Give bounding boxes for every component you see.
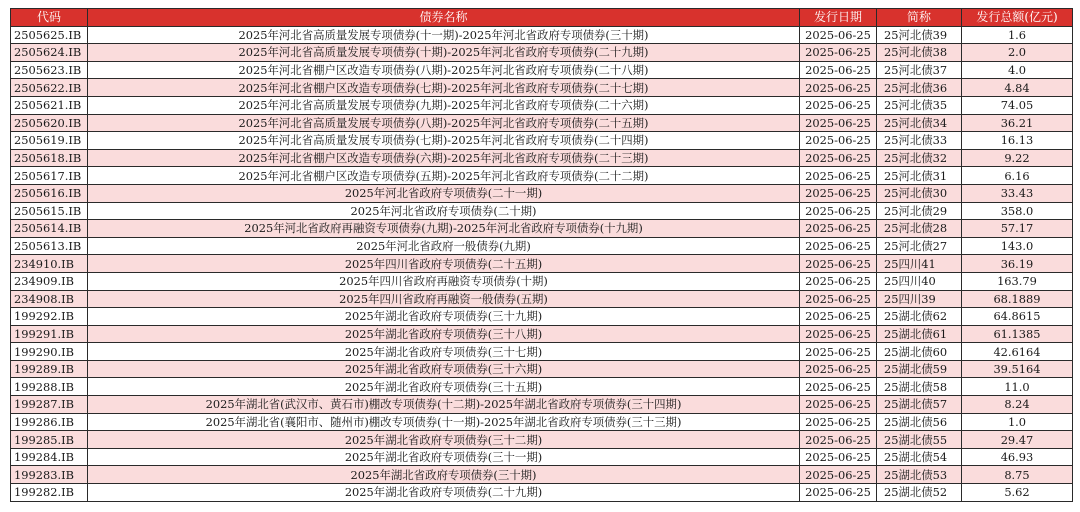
table-row xyxy=(11,325,1073,343)
issue-date-cell: 2025-06-25 xyxy=(800,413,877,431)
abbreviation-cell: 25河北债38 xyxy=(877,44,962,62)
table-row xyxy=(11,61,1073,79)
bond-code-cell: 2505620.IB xyxy=(11,114,88,132)
bond-code-cell: 199285.IB xyxy=(11,431,88,449)
bond-name-cell: 2025年湖北省政府专项债券(三十二期) xyxy=(88,431,800,449)
abbreviation-cell: 25河北债36 xyxy=(877,79,962,97)
table-row xyxy=(11,79,1073,97)
abbreviation-cell: 25湖北债55 xyxy=(877,431,962,449)
bond-name-cell: 2025年河北省棚户区改造专项债券(六期)-2025年河北省政府专项债券(二十三期) xyxy=(88,149,800,167)
abbreviation-cell: 25湖北债62 xyxy=(877,308,962,326)
abbreviation-cell: 25四川40 xyxy=(877,272,962,290)
bond-code-cell: 199282.IB xyxy=(11,484,88,502)
total-amount-cell: 4.0 xyxy=(962,61,1073,79)
bond-name-cell: 2025年湖北省政府专项债券(三十九期) xyxy=(88,308,800,326)
bond-name-cell: 2025年河北省棚户区改造专项债券(七期)-2025年河北省政府专项债券(二十七期) xyxy=(88,79,800,97)
bond-code-cell: 199284.IB xyxy=(11,448,88,466)
total-amount-cell: 5.62 xyxy=(962,484,1073,502)
table-row xyxy=(11,378,1073,396)
bond-code-cell: 199291.IB xyxy=(11,325,88,343)
issue-date-cell: 2025-06-25 xyxy=(800,44,877,62)
header-code: 代码 xyxy=(11,9,88,27)
bond-name-cell: 2025年四川省政府再融资一般债券(五期) xyxy=(88,290,800,308)
issue-date-cell: 2025-06-25 xyxy=(800,343,877,361)
issue-date-cell: 2025-06-25 xyxy=(800,255,877,273)
abbreviation-cell: 25四川39 xyxy=(877,290,962,308)
bond-code-cell: 234908.IB xyxy=(11,290,88,308)
bond-name-cell: 2025年湖北省政府专项债券(三十八期) xyxy=(88,325,800,343)
bond-name-cell: 2025年湖北省政府专项债券(三十六期) xyxy=(88,360,800,378)
header-total-amount: 发行总额(亿元) xyxy=(962,9,1073,27)
bond-name-cell: 2025年河北省政府专项债券(二十一期) xyxy=(88,184,800,202)
table-row xyxy=(11,167,1073,185)
total-amount-cell: 29.47 xyxy=(962,431,1073,449)
bond-issuance-table xyxy=(10,8,1073,502)
issue-date-cell: 2025-06-25 xyxy=(800,360,877,378)
bond-code-cell: 234910.IB xyxy=(11,255,88,273)
table-row xyxy=(11,255,1073,273)
table-row xyxy=(11,431,1073,449)
abbreviation-cell: 25湖北债59 xyxy=(877,360,962,378)
issue-date-cell: 2025-06-25 xyxy=(800,202,877,220)
table-row xyxy=(11,26,1073,44)
bond-code-cell: 199289.IB xyxy=(11,360,88,378)
abbreviation-cell: 25湖北债58 xyxy=(877,378,962,396)
bond-name-cell: 2025年四川省政府再融资专项债券(十期) xyxy=(88,272,800,290)
table-row xyxy=(11,44,1073,62)
issue-date-cell: 2025-06-25 xyxy=(800,132,877,150)
table-row xyxy=(11,220,1073,238)
total-amount-cell: 1.6 xyxy=(962,26,1073,44)
total-amount-cell: 11.0 xyxy=(962,378,1073,396)
issue-date-cell: 2025-06-25 xyxy=(800,431,877,449)
bond-name-cell: 2025年湖北省政府专项债券(二十九期) xyxy=(88,484,800,502)
abbreviation-cell: 25河北债34 xyxy=(877,114,962,132)
table-row xyxy=(11,149,1073,167)
header-bond-name: 债券名称 xyxy=(88,9,800,27)
bond-code-cell: 2505616.IB xyxy=(11,184,88,202)
table-row xyxy=(11,360,1073,378)
issue-date-cell: 2025-06-25 xyxy=(800,184,877,202)
bond-code-cell: 199286.IB xyxy=(11,413,88,431)
bond-name-cell: 2025年河北省高质量发展专项债券(九期)-2025年河北省政府专项债券(二十六期) xyxy=(88,96,800,114)
abbreviation-cell: 25湖北债56 xyxy=(877,413,962,431)
table-row xyxy=(11,290,1073,308)
table-header-row xyxy=(11,9,1073,27)
table-row xyxy=(11,237,1073,255)
total-amount-cell: 358.0 xyxy=(962,202,1073,220)
issue-date-cell: 2025-06-25 xyxy=(800,308,877,326)
total-amount-cell: 36.19 xyxy=(962,255,1073,273)
bond-name-cell: 2025年河北省高质量发展专项债券(十期)-2025年河北省政府专项债券(二十九期) xyxy=(88,44,800,62)
total-amount-cell: 64.8615 xyxy=(962,308,1073,326)
table-row xyxy=(11,396,1073,414)
issue-date-cell: 2025-06-25 xyxy=(800,325,877,343)
issue-date-cell: 2025-06-25 xyxy=(800,79,877,97)
abbreviation-cell: 25河北债35 xyxy=(877,96,962,114)
issue-date-cell: 2025-06-25 xyxy=(800,61,877,79)
table-row xyxy=(11,114,1073,132)
abbreviation-cell: 25四川41 xyxy=(877,255,962,273)
abbreviation-cell: 25湖北债61 xyxy=(877,325,962,343)
total-amount-cell: 74.05 xyxy=(962,96,1073,114)
abbreviation-cell: 25河北债37 xyxy=(877,61,962,79)
issue-date-cell: 2025-06-25 xyxy=(800,378,877,396)
bond-code-cell: 199283.IB xyxy=(11,466,88,484)
abbreviation-cell: 25河北债32 xyxy=(877,149,962,167)
table-row xyxy=(11,308,1073,326)
abbreviation-cell: 25湖北债54 xyxy=(877,448,962,466)
bond-code-cell: 2505623.IB xyxy=(11,61,88,79)
header-issue-date: 发行日期 xyxy=(800,9,877,27)
bond-name-cell: 2025年河北省政府一般债券(九期) xyxy=(88,237,800,255)
bond-name-cell: 2025年河北省政府再融资专项债券(九期)-2025年河北省政府专项债券(十九期) xyxy=(88,220,800,238)
bond-code-cell: 2505624.IB xyxy=(11,44,88,62)
total-amount-cell: 39.5164 xyxy=(962,360,1073,378)
issue-date-cell: 2025-06-25 xyxy=(800,466,877,484)
abbreviation-cell: 25河北债39 xyxy=(877,26,962,44)
issue-date-cell: 2025-06-25 xyxy=(800,149,877,167)
bond-name-cell: 2025年湖北省(武汉市、黄石市)棚改专项债券(十二期)-2025年湖北省政府专项债券(三十四期) xyxy=(88,396,800,414)
abbreviation-cell: 25河北债27 xyxy=(877,237,962,255)
total-amount-cell: 4.84 xyxy=(962,79,1073,97)
table-body xyxy=(11,26,1073,501)
table-row xyxy=(11,272,1073,290)
bond-code-cell: 199288.IB xyxy=(11,378,88,396)
bond-name-cell: 2025年湖北省政府专项债券(三十期) xyxy=(88,466,800,484)
abbreviation-cell: 25湖北债52 xyxy=(877,484,962,502)
issue-date-cell: 2025-06-25 xyxy=(800,396,877,414)
bond-code-cell: 2505619.IB xyxy=(11,132,88,150)
table-row xyxy=(11,466,1073,484)
bond-code-cell: 2505618.IB xyxy=(11,149,88,167)
bond-name-cell: 2025年河北省棚户区改造专项债券(八期)-2025年河北省政府专项债券(二十八期) xyxy=(88,61,800,79)
total-amount-cell: 33.43 xyxy=(962,184,1073,202)
abbreviation-cell: 25河北债33 xyxy=(877,132,962,150)
table-row xyxy=(11,413,1073,431)
issue-date-cell: 2025-06-25 xyxy=(800,26,877,44)
bond-name-cell: 2025年河北省政府专项债券(二十期) xyxy=(88,202,800,220)
issue-date-cell: 2025-06-25 xyxy=(800,167,877,185)
table-row xyxy=(11,484,1073,502)
bond-name-cell: 2025年湖北省政府专项债券(三十五期) xyxy=(88,378,800,396)
bond-code-cell: 2505615.IB xyxy=(11,202,88,220)
total-amount-cell: 16.13 xyxy=(962,132,1073,150)
bond-code-cell: 2505625.IB xyxy=(11,26,88,44)
table-row xyxy=(11,132,1073,150)
total-amount-cell: 68.1889 xyxy=(962,290,1073,308)
abbreviation-cell: 25河北债31 xyxy=(877,167,962,185)
bond-code-cell: 2505621.IB xyxy=(11,96,88,114)
bond-code-cell: 199290.IB xyxy=(11,343,88,361)
total-amount-cell: 42.6164 xyxy=(962,343,1073,361)
issue-date-cell: 2025-06-25 xyxy=(800,272,877,290)
abbreviation-cell: 25湖北债60 xyxy=(877,343,962,361)
bond-code-cell: 199287.IB xyxy=(11,396,88,414)
issue-date-cell: 2025-06-25 xyxy=(800,220,877,238)
bond-code-cell: 2505617.IB xyxy=(11,167,88,185)
issue-date-cell: 2025-06-25 xyxy=(800,96,877,114)
bond-code-cell: 2505614.IB xyxy=(11,220,88,238)
issue-date-cell: 2025-06-25 xyxy=(800,448,877,466)
issue-date-cell: 2025-06-25 xyxy=(800,290,877,308)
table-row xyxy=(11,96,1073,114)
total-amount-cell: 1.0 xyxy=(962,413,1073,431)
total-amount-cell: 8.75 xyxy=(962,466,1073,484)
bond-name-cell: 2025年河北省高质量发展专项债券(七期)-2025年河北省政府专项债券(二十四期) xyxy=(88,132,800,150)
issue-date-cell: 2025-06-25 xyxy=(800,114,877,132)
total-amount-cell: 9.22 xyxy=(962,149,1073,167)
bond-name-cell: 2025年河北省高质量发展专项债券(八期)-2025年河北省政府专项债券(二十五期) xyxy=(88,114,800,132)
bond-name-cell: 2025年河北省高质量发展专项债券(十一期)-2025年河北省政府专项债券(三十期) xyxy=(88,26,800,44)
abbreviation-cell: 25河北债29 xyxy=(877,202,962,220)
bond-code-cell: 2505622.IB xyxy=(11,79,88,97)
issue-date-cell: 2025-06-25 xyxy=(800,237,877,255)
header-abbreviation: 简称 xyxy=(877,9,962,27)
total-amount-cell: 57.17 xyxy=(962,220,1073,238)
abbreviation-cell: 25湖北债53 xyxy=(877,466,962,484)
issue-date-cell: 2025-06-25 xyxy=(800,484,877,502)
bond-code-cell: 2505613.IB xyxy=(11,237,88,255)
total-amount-cell: 6.16 xyxy=(962,167,1073,185)
bond-code-cell: 199292.IB xyxy=(11,308,88,326)
total-amount-cell: 61.1385 xyxy=(962,325,1073,343)
bond-code-cell: 234909.IB xyxy=(11,272,88,290)
abbreviation-cell: 25湖北债57 xyxy=(877,396,962,414)
table-row xyxy=(11,448,1073,466)
total-amount-cell: 46.93 xyxy=(962,448,1073,466)
bond-name-cell: 2025年湖北省(襄阳市、随州市)棚改专项债券(十一期)-2025年湖北省政府专项债券(三十三期) xyxy=(88,413,800,431)
table-row xyxy=(11,184,1073,202)
total-amount-cell: 8.24 xyxy=(962,396,1073,414)
bond-name-cell: 2025年河北省棚户区改造专项债券(五期)-2025年河北省政府专项债券(二十二期) xyxy=(88,167,800,185)
table-row xyxy=(11,202,1073,220)
table-row xyxy=(11,343,1073,361)
abbreviation-cell: 25河北债28 xyxy=(877,220,962,238)
bond-name-cell: 2025年湖北省政府专项债券(三十七期) xyxy=(88,343,800,361)
total-amount-cell: 36.21 xyxy=(962,114,1073,132)
abbreviation-cell: 25河北债30 xyxy=(877,184,962,202)
bond-name-cell: 2025年四川省政府专项债券(二十五期) xyxy=(88,255,800,273)
total-amount-cell: 163.79 xyxy=(962,272,1073,290)
bond-name-cell: 2025年湖北省政府专项债券(三十一期) xyxy=(88,448,800,466)
total-amount-cell: 143.0 xyxy=(962,237,1073,255)
total-amount-cell: 2.0 xyxy=(962,44,1073,62)
